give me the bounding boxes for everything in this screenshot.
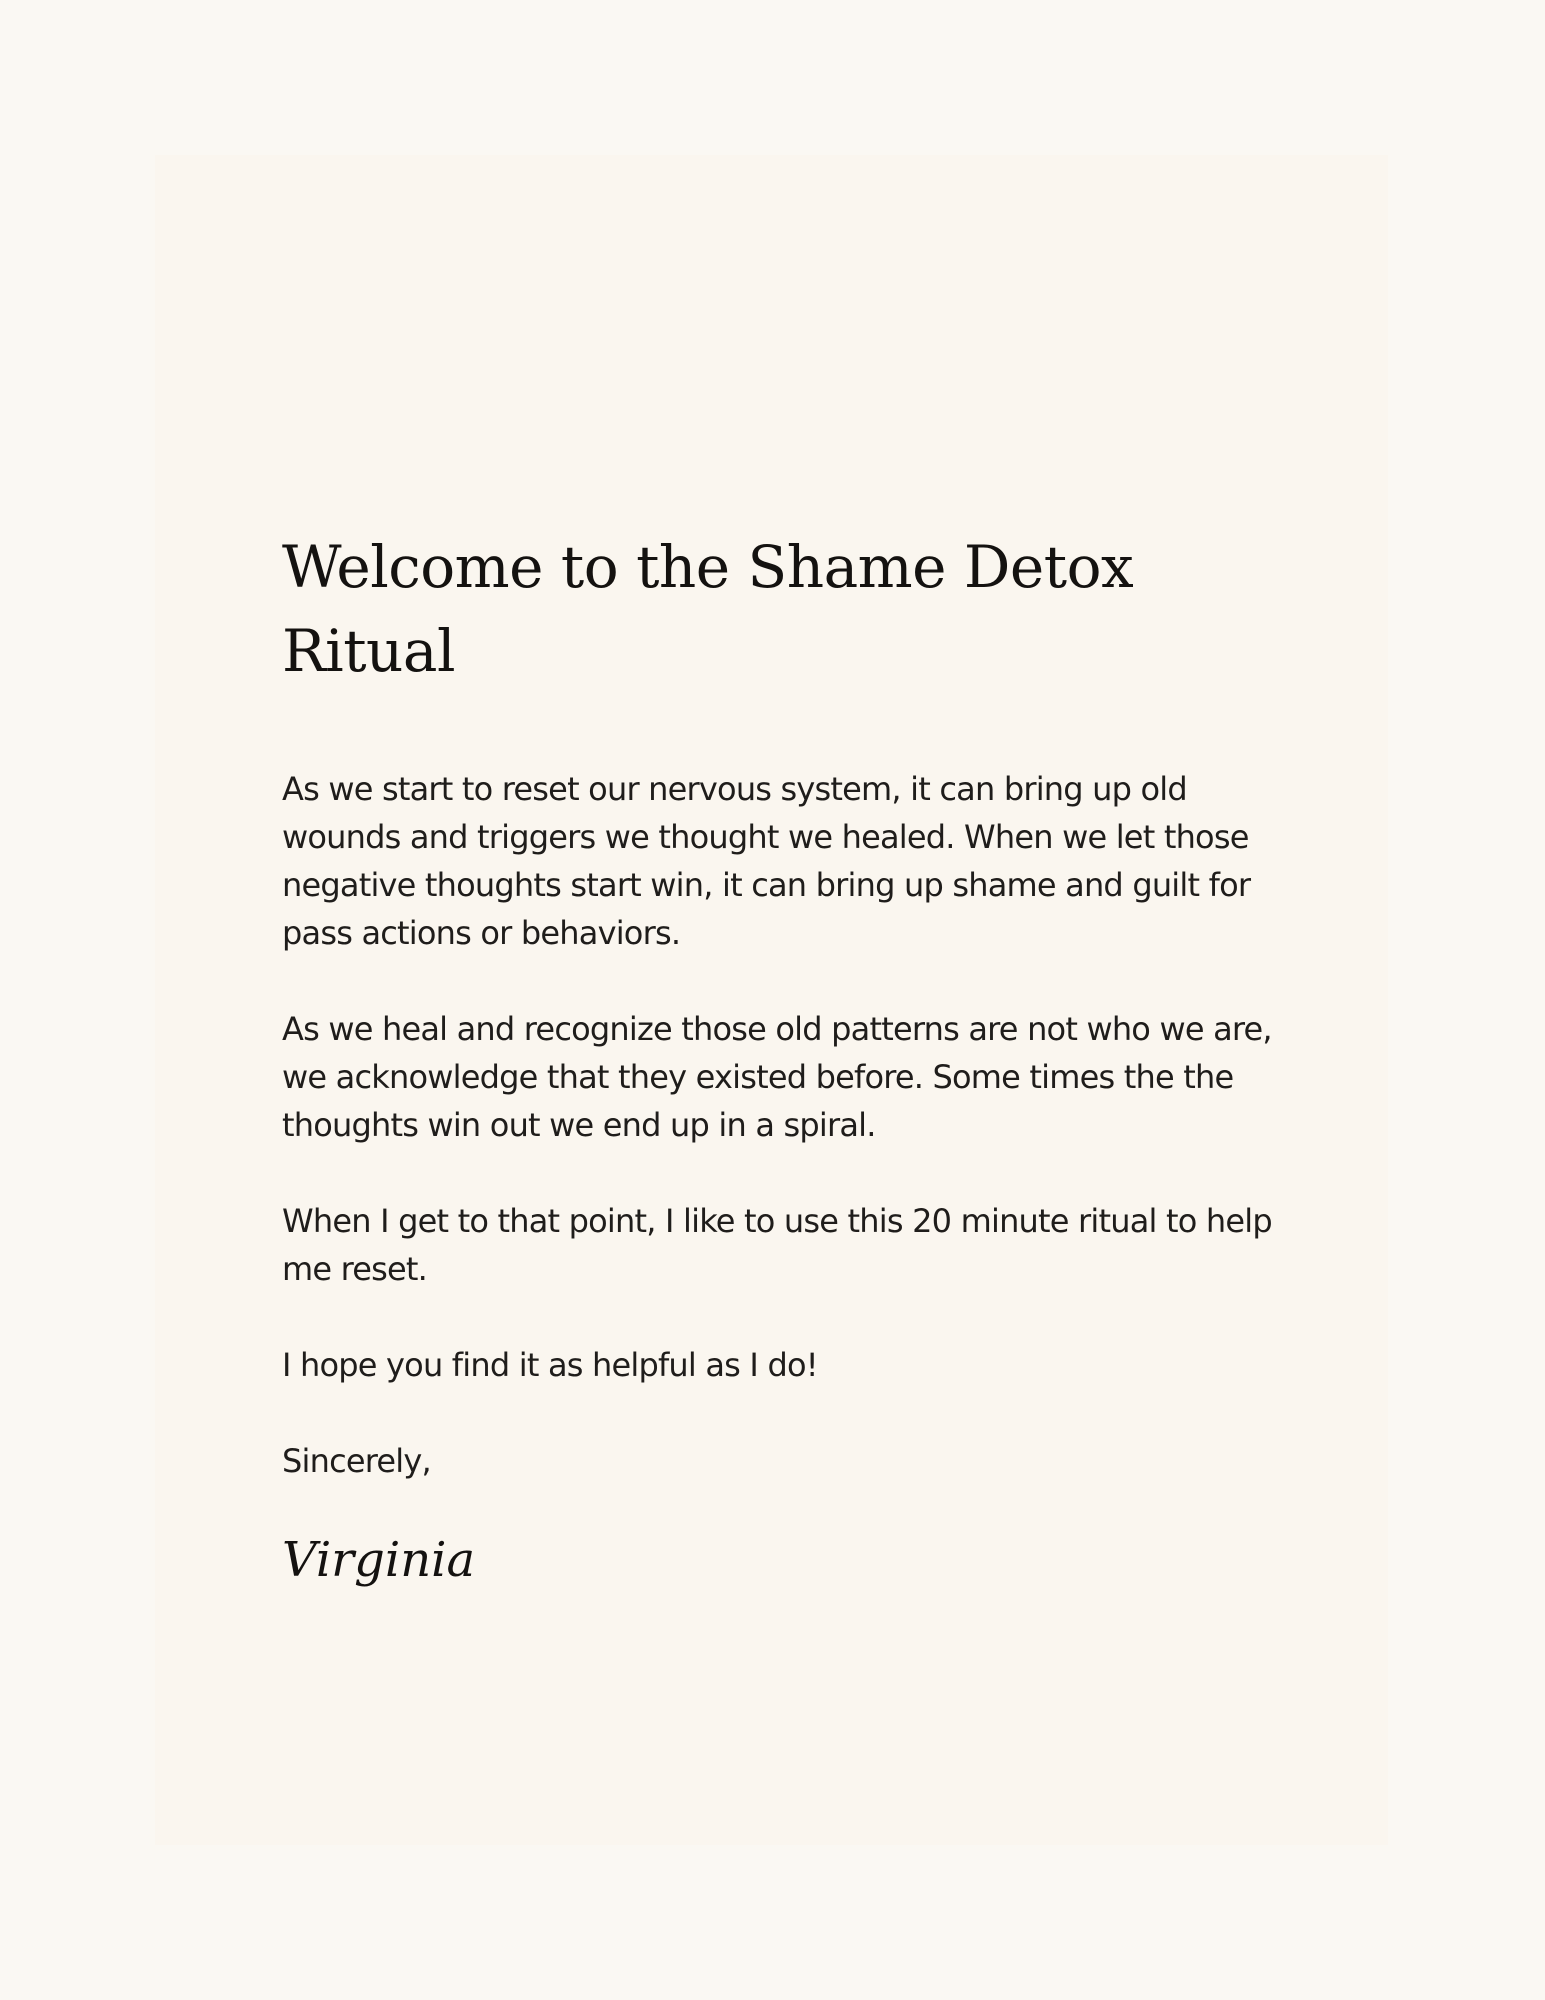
closing-text: Sincerely, xyxy=(282,1442,431,1480)
letter-card xyxy=(155,155,1388,1845)
body-paragraph: As we heal and recognize those old patterns are not who we are, we acknowledge that they existed before. Some times the the thoughts win out we end up in a spiral. xyxy=(282,1010,1272,1144)
body-paragraph: As we start to reset our nervous system, it can bring up old wounds and triggers we thought we healed. When we let those negative thoughts start win, it can bring up shame and guilt for pass actions or behaviors. xyxy=(282,770,1251,952)
signature: Virginia xyxy=(282,1532,476,1588)
body-paragraph: I hope you find it as helpful as I do! xyxy=(282,1346,818,1384)
letter-content xyxy=(282,525,1282,1595)
page-title: Welcome to the Shame Detox Ritual xyxy=(282,533,1134,685)
body-paragraph: When I get to that point, I like to use this 20 minute ritual to help me reset. xyxy=(282,1202,1272,1288)
